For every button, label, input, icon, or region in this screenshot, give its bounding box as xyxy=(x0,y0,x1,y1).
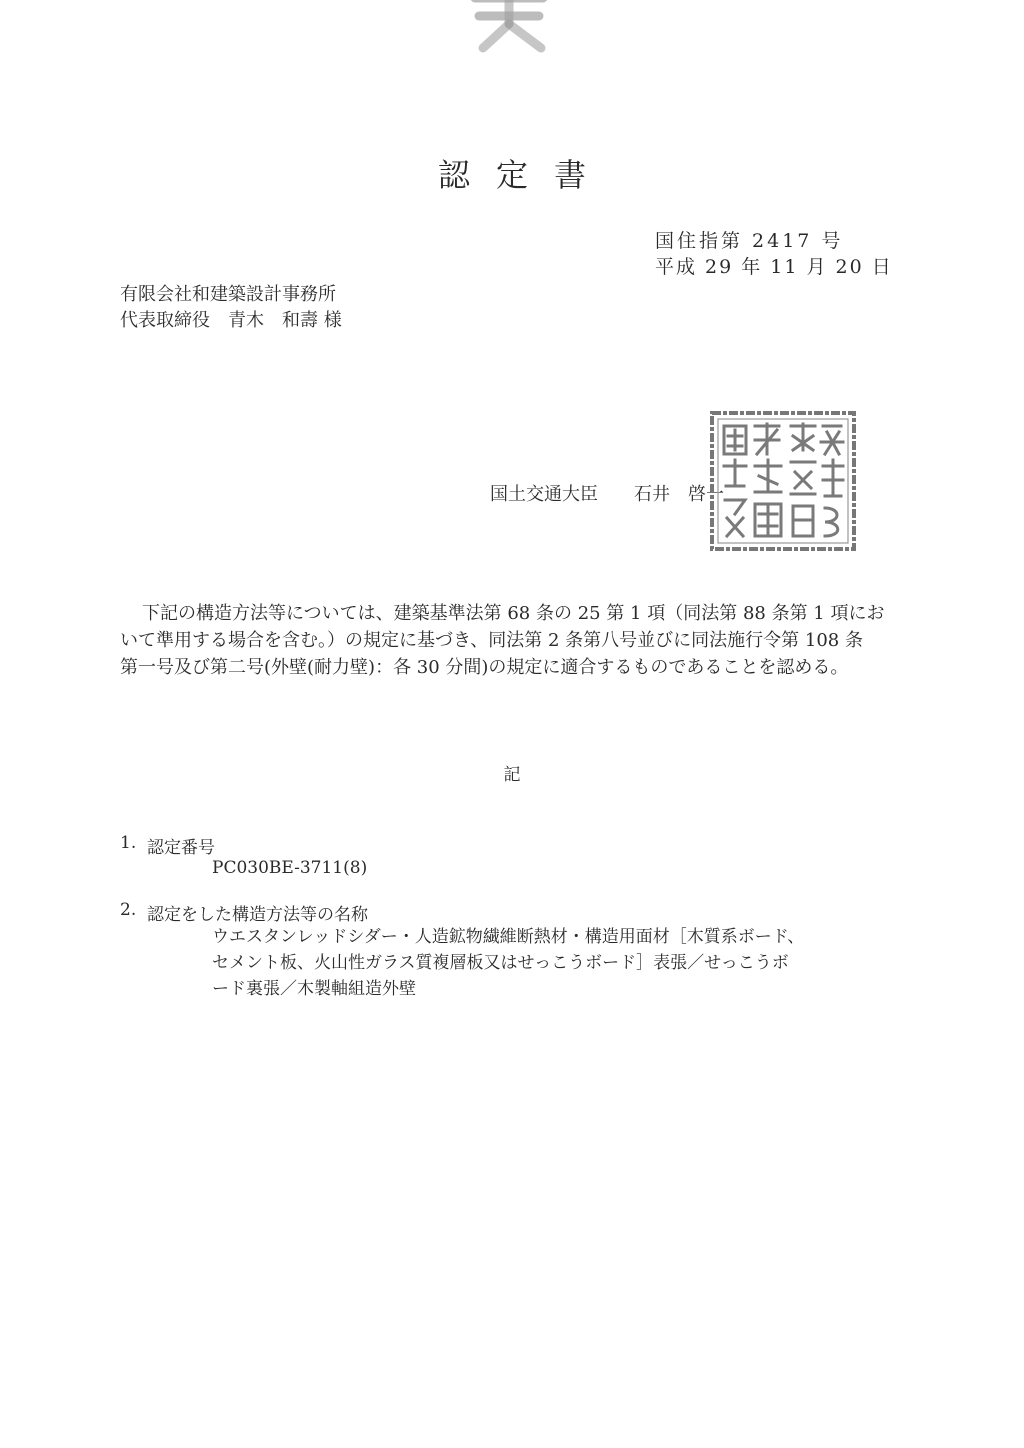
ki-heading: 記 xyxy=(503,765,521,785)
body-line: いて準用する場合を含む。）の規定に基づき、同法第 2 条第八号並びに同法施行令第 108 条 xyxy=(120,630,863,651)
body-line: 下記の構造方法等については、建築基準法第 68 条の 25 第 1 項（同法第 88 条第 1 項にお xyxy=(142,603,885,624)
reference-number: 国住指第 2417 号 xyxy=(655,230,844,252)
recipient-person: 代表取締役 青木 和壽 様 xyxy=(120,310,342,331)
certification-number-value: PC030BE-3711(8) xyxy=(212,858,368,878)
structure-name-line: セメント板、火山性ガラス質複層板又はせっこうボード］表張／せっこうボ xyxy=(212,953,789,973)
issue-date: 平成 29 年 11 月 20 日 xyxy=(655,256,893,278)
recipient-company: 有限会社和建築設計事務所 xyxy=(120,284,336,305)
structure-name-value xyxy=(212,924,872,1002)
item-heading-certification-number: 認定番号 xyxy=(147,838,215,858)
item-heading-structure-name: 認定をした構造方法等の名称 xyxy=(147,905,368,925)
top-stamp-mark-icon xyxy=(455,0,565,56)
item-number: 2. xyxy=(120,900,137,920)
document-title: 認定書 xyxy=(437,156,612,194)
issuer-name: 国土交通大臣 石井 啓一 xyxy=(490,484,724,505)
structure-name-line: ード裏張／木製軸組造外壁 xyxy=(212,979,416,999)
item-number: 1. xyxy=(120,833,137,853)
certification-body xyxy=(120,600,890,681)
official-seal-icon xyxy=(709,410,857,552)
body-line: 第一号及び第二号(外壁(耐力壁)：各 30 分間)の規定に適合するものであることを認める。 xyxy=(120,657,849,678)
structure-name-line: ウエスタンレッドシダー・人造鉱物繊維断熱材・構造用面材［木質系ボード、 xyxy=(212,927,805,947)
